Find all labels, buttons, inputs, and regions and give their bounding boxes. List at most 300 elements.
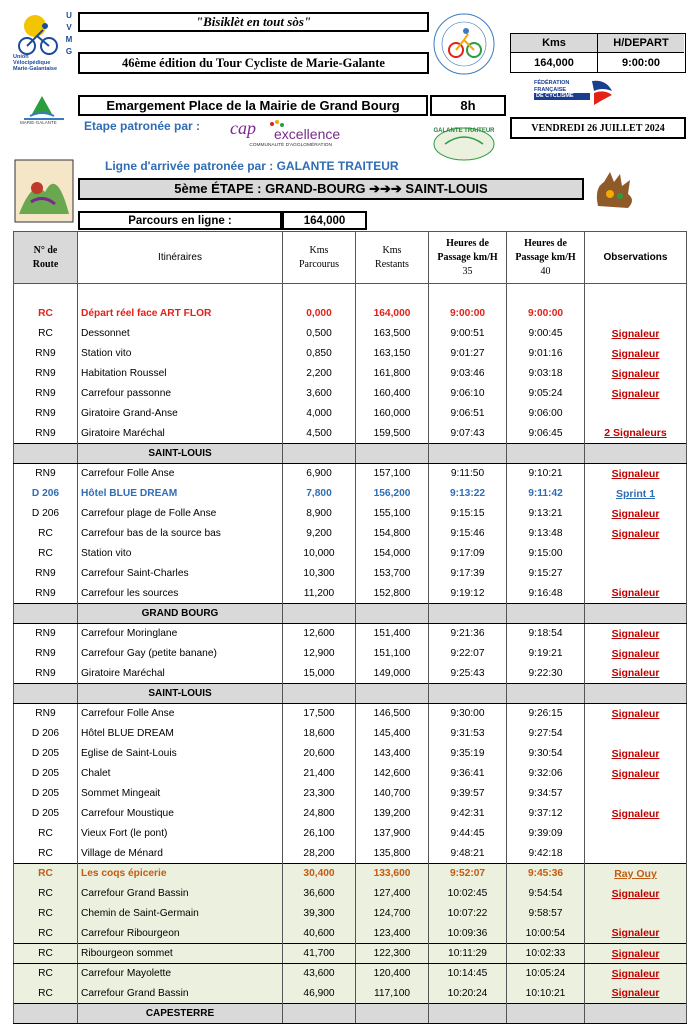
time35-cell: 9:15:46	[429, 524, 507, 544]
itinerary-cell: Giratoire Maréchal	[78, 664, 283, 684]
route-cell: RC	[14, 544, 78, 564]
parcours-value-text: 164,000	[303, 214, 346, 227]
section-title: GRAND BOURG	[78, 604, 283, 624]
col-route-l1: N° de	[33, 244, 58, 256]
time40-cell: 9:13:21	[507, 504, 585, 524]
route-cell: D 206	[14, 724, 78, 744]
observation-cell: Signaleur	[585, 884, 687, 904]
time40-cell: 9:06:45	[507, 424, 585, 444]
empty-cell	[585, 284, 687, 304]
itinerary-cell: Sommet Mingeait	[78, 784, 283, 804]
parcours-label-text: Parcours en ligne :	[128, 214, 232, 227]
time35-cell: 9:30:00	[429, 704, 507, 724]
table-body	[14, 284, 687, 1024]
itinerary-table	[13, 231, 687, 1024]
section-row	[14, 604, 687, 624]
col-observations: Observations	[585, 232, 687, 284]
cap-excellence-sub: COMMUNAUTÉ D'AGGLOMÉRATION	[249, 143, 332, 148]
table-row	[14, 664, 687, 684]
kms-restants-cell: 154,000	[356, 544, 429, 564]
kms-parcourus-cell: 9,200	[283, 524, 356, 544]
col-heures-35	[429, 232, 507, 284]
table-row	[14, 304, 687, 324]
galante-traiteur-logo	[425, 120, 503, 166]
table-header-row	[14, 232, 687, 284]
time40-cell: 9:22:30	[507, 664, 585, 684]
time40-cell: 9:27:54	[507, 724, 585, 744]
table-row	[14, 904, 687, 924]
itinerary-cell: Dessonnet	[78, 324, 283, 344]
ligne-arrivee: Ligne d'arrivée patronée par : GALANTE TRAITEUR	[105, 159, 399, 173]
observation-cell	[585, 784, 687, 804]
route-cell: RN9	[14, 464, 78, 484]
time40-cell: 10:02:33	[507, 944, 585, 964]
logo-letter-v: V	[66, 23, 72, 32]
slogan-text: "Bisiklèt en tout sòs"	[195, 14, 312, 29]
svg-text:cap: cap	[230, 118, 256, 138]
table-row	[14, 644, 687, 664]
time35-cell: 9:31:53	[429, 724, 507, 744]
route-cell: D 205	[14, 764, 78, 784]
kms-restants-cell: 122,300	[356, 944, 429, 964]
empty-cell	[14, 684, 78, 704]
kms-restants-cell: 151,400	[356, 624, 429, 644]
kms-parcourus-cell: 10,300	[283, 564, 356, 584]
hdepart-label: H/DEPART	[598, 34, 684, 53]
empty-cell	[429, 604, 507, 624]
col-h40-l1: Heures de	[524, 237, 567, 249]
kms-restants-cell: 153,700	[356, 564, 429, 584]
etape-title-text: 5ème ÉTAPE : GRAND-BOURG ➔➔➔ SAINT-LOUIS	[174, 181, 488, 196]
route-cell: RC	[14, 944, 78, 964]
time40-cell: 9:11:42	[507, 484, 585, 504]
ffc-line1: FÉDÉRATION	[534, 80, 570, 86]
hand-icon	[584, 166, 644, 216]
observation-cell: Signaleur	[585, 744, 687, 764]
kms-parcourus-cell: 4,500	[283, 424, 356, 444]
table-row	[14, 784, 687, 804]
itinerary-cell: Hôtel BLUE DREAM	[78, 484, 283, 504]
itinerary-cell: Chalet	[78, 764, 283, 784]
time40-cell: 9:05:24	[507, 384, 585, 404]
time35-cell: 9:13:22	[429, 484, 507, 504]
section-title: SAINT-LOUIS	[78, 684, 283, 704]
kms-restants-cell: 164,000	[356, 304, 429, 324]
empty-cell	[356, 1004, 429, 1024]
marie-galante-logo	[20, 88, 80, 132]
empty-cell	[507, 604, 585, 624]
itinerary-cell: Village de Ménard	[78, 844, 283, 864]
kms-restants-cell: 161,800	[356, 364, 429, 384]
galante-traiteur-text: GALANTE TRAITEUR	[433, 128, 495, 134]
marie-galante-logo-text: MARIE-GALANTE	[20, 120, 57, 125]
observation-cell	[585, 404, 687, 424]
section-row	[14, 1004, 687, 1024]
empty-cell	[429, 684, 507, 704]
time35-cell: 9:36:41	[429, 764, 507, 784]
kms-parcourus-cell: 30,400	[283, 864, 356, 884]
route-cell: RN9	[14, 364, 78, 384]
itinerary-cell: Carrefour Mayolette	[78, 964, 283, 984]
time35-cell: 9:01:27	[429, 344, 507, 364]
empty-cell	[14, 1004, 78, 1024]
time35-cell: 10:07:22	[429, 904, 507, 924]
empty-cell	[429, 444, 507, 464]
empty-cell	[283, 444, 356, 464]
kms-restants-cell: 142,600	[356, 764, 429, 784]
col-route-l2: Route	[32, 258, 59, 270]
observation-cell: Signaleur	[585, 964, 687, 984]
observation-cell: 2 Signaleurs	[585, 424, 687, 444]
kms-restants-cell: 146,500	[356, 704, 429, 724]
itinerary-cell: Carrefour Moringlane	[78, 624, 283, 644]
logo-text-line2: Vélocipédique	[13, 60, 51, 66]
club-logo	[13, 10, 75, 72]
table-row	[14, 884, 687, 904]
kms-parcourus-cell: 8,900	[283, 504, 356, 524]
time40-cell: 9:54:54	[507, 884, 585, 904]
table-row	[14, 584, 687, 604]
kms-parcourus-cell: 40,600	[283, 924, 356, 944]
time40-cell: 9:15:27	[507, 564, 585, 584]
etape-patronee: Etape patronée par :	[84, 119, 201, 133]
itinerary-cell: Carrefour Moustique	[78, 804, 283, 824]
table-row	[14, 704, 687, 724]
time35-cell: 9:15:15	[429, 504, 507, 524]
route-cell: RC	[14, 844, 78, 864]
kms-parcourus-cell: 11,200	[283, 584, 356, 604]
route-cell: RC	[14, 524, 78, 544]
kms-restants-cell: 135,800	[356, 844, 429, 864]
empty-cell	[585, 684, 687, 704]
table-row	[14, 764, 687, 784]
observation-cell: Signaleur	[585, 984, 687, 1004]
route-cell: RC	[14, 984, 78, 1004]
observation-cell: Signaleur	[585, 624, 687, 644]
section-row	[14, 684, 687, 704]
time40-cell: 9:01:16	[507, 344, 585, 364]
parcours-label	[78, 211, 282, 230]
time40-cell: 9:06:00	[507, 404, 585, 424]
observation-cell: Signaleur	[585, 704, 687, 724]
kms-parcourus-cell: 4,000	[283, 404, 356, 424]
edition-title	[78, 52, 429, 74]
col-kms-parcourus	[283, 232, 356, 284]
empty-cell	[356, 604, 429, 624]
parcours-value	[282, 211, 367, 230]
table-row	[14, 924, 687, 944]
kms-parcourus-cell: 39,300	[283, 904, 356, 924]
kms-restants-cell: 155,100	[356, 504, 429, 524]
time40-cell: 9:37:12	[507, 804, 585, 824]
date-text: VENDREDI 26 JUILLET 2024	[531, 122, 665, 134]
kms-parcourus-cell: 12,600	[283, 624, 356, 644]
empty-cell	[507, 444, 585, 464]
time35-cell: 9:17:09	[429, 544, 507, 564]
kms-restants-cell: 160,000	[356, 404, 429, 424]
table-row	[14, 804, 687, 824]
hdepart-value: 9:00:00	[622, 56, 660, 69]
observation-cell: Signaleur	[585, 504, 687, 524]
cap-excellence-logo	[222, 116, 341, 152]
time35-cell: 10:02:45	[429, 884, 507, 904]
table-row	[14, 364, 687, 384]
itinerary-cell: Départ réel face ART FLOR	[78, 304, 283, 324]
route-cell: D 205	[14, 784, 78, 804]
route-cell: RC	[14, 884, 78, 904]
kms-depart-box	[510, 33, 686, 73]
kms-restants-cell: 163,500	[356, 324, 429, 344]
kms-parcourus-cell: 0,850	[283, 344, 356, 364]
route-cell: D 206	[14, 484, 78, 504]
time35-cell: 9:44:45	[429, 824, 507, 844]
kms-restants-cell: 133,600	[356, 864, 429, 884]
route-cell: RN9	[14, 584, 78, 604]
time40-cell: 9:10:21	[507, 464, 585, 484]
kms-parcourus-cell: 46,900	[283, 984, 356, 1004]
itinerary-cell: Vieux Fort (le pont)	[78, 824, 283, 844]
ffc-line2: FRANÇAISE	[534, 86, 567, 93]
kms-restants-cell: 159,500	[356, 424, 429, 444]
itinerary-cell: Carrefour passonne	[78, 384, 283, 404]
time35-cell: 9:07:43	[429, 424, 507, 444]
kms-restants-cell: 156,200	[356, 484, 429, 504]
time40-cell: 9:39:09	[507, 824, 585, 844]
table-row	[14, 324, 687, 344]
kms-restants-cell: 120,400	[356, 964, 429, 984]
kms-restants-cell: 157,100	[356, 464, 429, 484]
observation-cell	[585, 844, 687, 864]
kms-parcourus-cell: 3,600	[283, 384, 356, 404]
table-row	[14, 744, 687, 764]
kms-parcourus-cell: 20,600	[283, 744, 356, 764]
col-kmsr-l2: Restants	[375, 258, 409, 270]
time40-cell: 9:15:00	[507, 544, 585, 564]
observation-cell: Signaleur	[585, 364, 687, 384]
kms-restants-cell: 143,400	[356, 744, 429, 764]
itinerary-cell: Carrefour bas de la source bas	[78, 524, 283, 544]
table-row	[14, 484, 687, 504]
edition-text: 46ème édition du Tour Cycliste de Marie-Galante	[122, 55, 385, 70]
kms-parcourus-cell: 23,300	[283, 784, 356, 804]
observation-cell	[585, 304, 687, 324]
route-cell: RN9	[14, 404, 78, 424]
time35-cell: 9:00:00	[429, 304, 507, 324]
blank-row	[14, 284, 687, 304]
time40-cell: 9:00:00	[507, 304, 585, 324]
time35-cell: 9:42:31	[429, 804, 507, 824]
logo-letter-u: U	[66, 11, 72, 20]
table-row	[14, 864, 687, 884]
table-row	[14, 824, 687, 844]
ffc-logo	[532, 77, 618, 109]
emargement-time	[430, 95, 506, 116]
itinerary-cell: Giratoire Maréchal	[78, 424, 283, 444]
table-row	[14, 964, 687, 984]
kms-restants-cell: 149,000	[356, 664, 429, 684]
time40-cell: 9:13:48	[507, 524, 585, 544]
route-cell: RC	[14, 964, 78, 984]
time40-cell: 9:00:45	[507, 324, 585, 344]
table-row	[14, 384, 687, 404]
time40-cell: 9:30:54	[507, 744, 585, 764]
table-row	[14, 564, 687, 584]
kms-restants-cell: 123,400	[356, 924, 429, 944]
route-cell: RN9	[14, 564, 78, 584]
kms-restants-cell: 160,400	[356, 384, 429, 404]
kms-parcourus-cell: 12,900	[283, 644, 356, 664]
itinerary-cell: Station vito	[78, 344, 283, 364]
kms-restants-cell: 140,700	[356, 784, 429, 804]
comite-logo	[432, 12, 496, 76]
time40-cell: 10:10:21	[507, 984, 585, 1004]
route-cell: RN9	[14, 704, 78, 724]
itinerary-cell: Habitation Roussel	[78, 364, 283, 384]
table-row	[14, 464, 687, 484]
observation-cell: Sprint 1	[585, 484, 687, 504]
observation-cell: Signaleur	[585, 324, 687, 344]
time40-cell: 9:45:36	[507, 864, 585, 884]
itinerary-cell: Chemin de Saint-Germain	[78, 904, 283, 924]
empty-cell	[356, 684, 429, 704]
section-title: CAPESTERRE	[78, 1004, 283, 1024]
time35-cell: 10:14:45	[429, 964, 507, 984]
col-kmsp-l2: Parcourus	[299, 258, 339, 270]
time35-cell: 9:11:50	[429, 464, 507, 484]
time40-cell: 10:00:54	[507, 924, 585, 944]
route-cell: RN9	[14, 424, 78, 444]
time40-cell: 9:26:15	[507, 704, 585, 724]
observation-cell: Signaleur	[585, 924, 687, 944]
col-kmsp-l1: Kms	[309, 244, 329, 256]
logo-letter-m: M	[65, 35, 73, 44]
table-row	[14, 424, 687, 444]
kms-restants-cell: 145,400	[356, 724, 429, 744]
time35-cell: 9:22:07	[429, 644, 507, 664]
emargement-text: Emargement Place de la Mairie de Grand Bourg	[106, 98, 400, 113]
kms-restants-cell: 139,200	[356, 804, 429, 824]
kms-parcourus-cell: 10,000	[283, 544, 356, 564]
empty-cell	[356, 444, 429, 464]
date-box	[510, 117, 686, 139]
marie-galante-mountain-icon	[20, 88, 80, 132]
time35-cell: 9:48:21	[429, 844, 507, 864]
observation-cell: Signaleur	[585, 384, 687, 404]
observation-cell: Signaleur	[585, 664, 687, 684]
itinerary-cell: Hôtel BLUE DREAM	[78, 724, 283, 744]
route-cell: RC	[14, 304, 78, 324]
time40-cell: 10:05:24	[507, 964, 585, 984]
itinerary-cell: Carrefour Saint-Charles	[78, 564, 283, 584]
time40-cell: 9:34:57	[507, 784, 585, 804]
empty-cell	[585, 444, 687, 464]
empty-cell	[14, 284, 78, 304]
time40-cell: 9:32:06	[507, 764, 585, 784]
route-cell: RN9	[14, 664, 78, 684]
kms-parcourus-cell: 28,200	[283, 844, 356, 864]
time40-cell: 9:19:21	[507, 644, 585, 664]
observation-cell: Signaleur	[585, 464, 687, 484]
kms-parcourus-cell: 21,400	[283, 764, 356, 784]
kms-parcourus-cell: 7,800	[283, 484, 356, 504]
kms-parcourus-cell: 18,600	[283, 724, 356, 744]
ffc-line3: DE CYCLISME	[534, 93, 590, 100]
observation-cell	[585, 824, 687, 844]
island-art-icon	[13, 158, 75, 224]
col-h35-l1: Heures de	[446, 237, 489, 249]
empty-cell	[429, 1004, 507, 1024]
kms-label: Kms	[511, 34, 598, 53]
kms-restants-cell: 117,100	[356, 984, 429, 1004]
observation-cell: Signaleur	[585, 764, 687, 784]
kms-parcourus-cell: 36,600	[283, 884, 356, 904]
kms-value: 164,000	[511, 53, 598, 72]
kms-restants-cell: 137,900	[356, 824, 429, 844]
observation-cell	[585, 724, 687, 744]
itinerary-cell: Carrefour Folle Anse	[78, 464, 283, 484]
itinerary-cell: Carrefour Ribourgeon	[78, 924, 283, 944]
itinerary-cell: Les coqs épicerie	[78, 864, 283, 884]
kms-restants-cell: 151,100	[356, 644, 429, 664]
cap-excellence-name: excellence	[274, 126, 341, 142]
table-row	[14, 624, 687, 644]
observation-cell	[585, 544, 687, 564]
time35-cell: 9:52:07	[429, 864, 507, 884]
table-row	[14, 404, 687, 424]
route-cell: RC	[14, 904, 78, 924]
galante-traiteur-icon	[425, 120, 503, 166]
kms-restants-cell: 127,400	[356, 884, 429, 904]
section-title: SAINT-LOUIS	[78, 444, 283, 464]
route-cell: RC	[14, 824, 78, 844]
time35-cell: 10:11:29	[429, 944, 507, 964]
col-h35-l2: Passage km/H	[437, 251, 498, 263]
col-h40-l3: 40	[540, 265, 551, 277]
empty-cell	[283, 284, 356, 304]
kms-parcourus-cell: 6,900	[283, 464, 356, 484]
table-row	[14, 524, 687, 544]
table-row	[14, 944, 687, 964]
route-cell: RN9	[14, 344, 78, 364]
route-cell: RN9	[14, 384, 78, 404]
time35-cell: 9:03:46	[429, 364, 507, 384]
route-cell: D 205	[14, 804, 78, 824]
observation-cell: Signaleur	[585, 584, 687, 604]
itinerary-cell: Station vito	[78, 544, 283, 564]
itinerary-cell: Carrefour Folle Anse	[78, 704, 283, 724]
table-row	[14, 984, 687, 1004]
time35-cell: 9:06:51	[429, 404, 507, 424]
kms-parcourus-cell: 43,600	[283, 964, 356, 984]
empty-cell	[585, 1004, 687, 1024]
route-cell: D 205	[14, 744, 78, 764]
itinerary-cell: Eglise de Saint-Louis	[78, 744, 283, 764]
route-cell: RC	[14, 924, 78, 944]
col-h40-l2: Passage km/H	[515, 251, 576, 263]
time35-cell: 9:06:10	[429, 384, 507, 404]
kms-parcourus-cell: 24,800	[283, 804, 356, 824]
col-kmsr-l1: Kms	[382, 244, 402, 256]
time35-cell: 9:25:43	[429, 664, 507, 684]
observation-cell: Signaleur	[585, 944, 687, 964]
kms-parcourus-cell: 15,000	[283, 664, 356, 684]
route-cell: RN9	[14, 624, 78, 644]
observation-cell: Signaleur	[585, 804, 687, 824]
time40-cell: 9:18:54	[507, 624, 585, 644]
time35-cell: 9:00:51	[429, 324, 507, 344]
time35-cell: 9:21:36	[429, 624, 507, 644]
empty-cell	[429, 284, 507, 304]
